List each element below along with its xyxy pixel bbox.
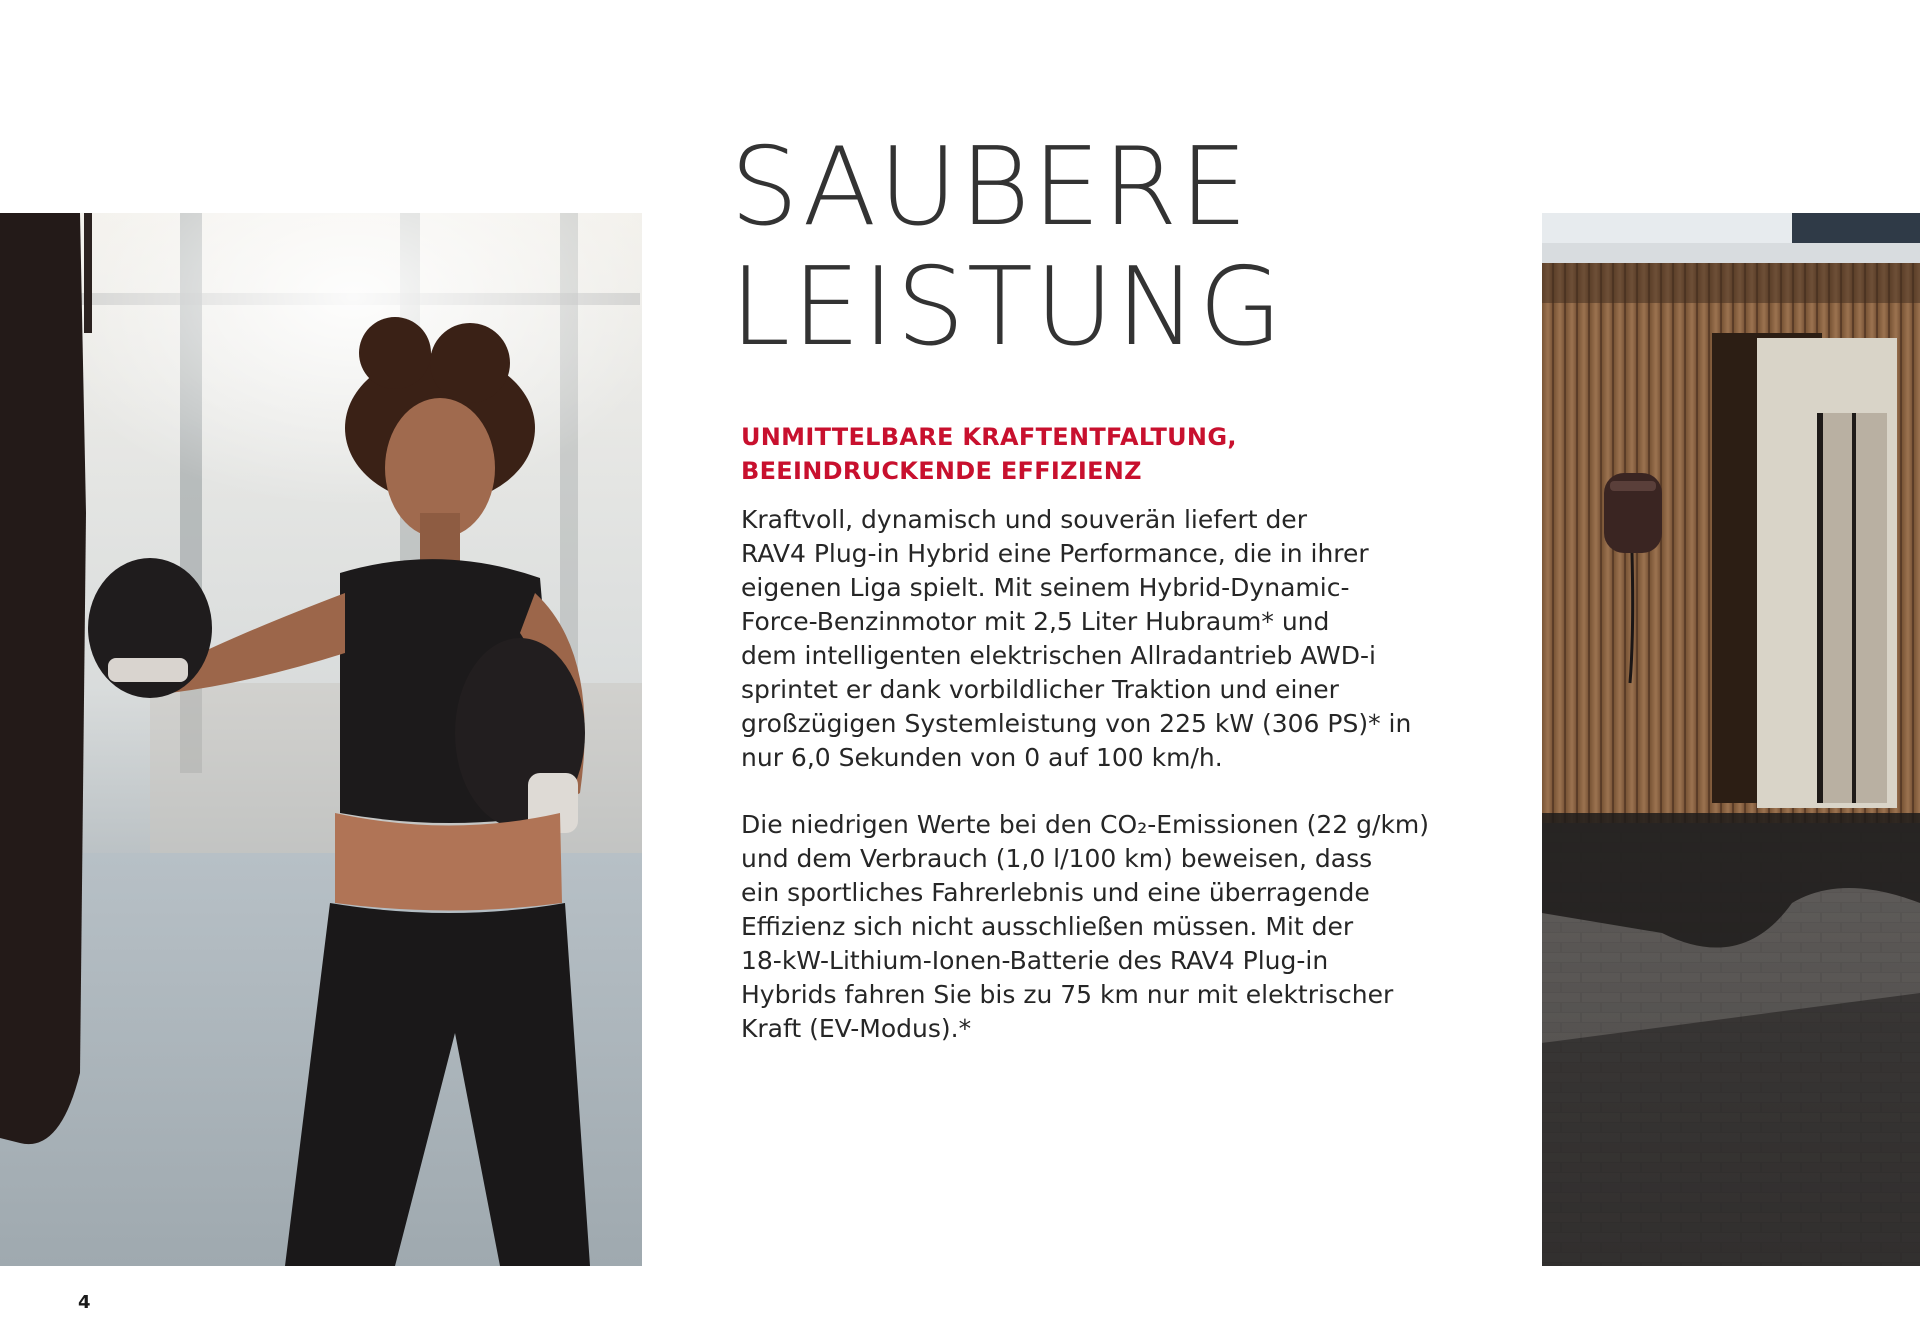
headline-line-1: SAUBERE — [730, 125, 1250, 250]
page-number: 4 — [78, 1292, 91, 1313]
text-line: Kraftvoll, dynamisch und souverän liefert der — [741, 505, 1307, 534]
text-line: großzügigen Systemleistung von 225 kW (306 PS)* in — [741, 709, 1412, 738]
boxer-illustration — [0, 213, 642, 1266]
boxer-photo — [0, 213, 642, 1266]
text-line: ein sportliches Fahrerlebnis und eine überragende — [741, 878, 1370, 907]
body-paragraph-1 — [741, 503, 1501, 775]
subhead-line-2: BEEINDRUCKENDE EFFIZIENZ — [741, 457, 1142, 485]
text-line: RAV4 Plug-in Hybrid eine Performance, die in ihrer — [741, 539, 1369, 568]
text-line: dem intelligenten elektrischen Allradantrieb AWD-i — [741, 641, 1376, 670]
section-subheading — [741, 420, 1501, 488]
house-illustration — [1542, 213, 1920, 1266]
text-line: Effizienz sich nicht ausschließen müssen. Mit der — [741, 912, 1354, 941]
text-line: Die niedrigen Werte bei den CO₂-Emissionen (22 g/km) — [741, 810, 1430, 839]
text-line: Hybrids fahren Sie bis zu 75 km nur mit elektrischer — [741, 980, 1394, 1009]
text-line: Force-Benzinmotor mit 2,5 Liter Hubraum* und — [741, 607, 1330, 636]
text-line: eigenen Liga spielt. Mit seinem Hybrid-Dynamic- — [741, 573, 1350, 602]
page-headline — [730, 125, 1285, 370]
subhead-line-1: UNMITTELBARE KRAFTENTFALTUNG, — [741, 423, 1237, 451]
headline-line-2: LEISTUNG — [730, 245, 1285, 370]
body-paragraph-2 — [741, 808, 1501, 1046]
house-wallbox-photo — [1542, 213, 1920, 1266]
text-line: nur 6,0 Sekunden von 0 auf 100 km/h. — [741, 743, 1223, 772]
text-line: und dem Verbrauch (1,0 l/100 km) beweisen, dass — [741, 844, 1373, 873]
text-line: sprintet er dank vorbildlicher Traktion und einer — [741, 675, 1339, 704]
text-line: 18-kW-Lithium-Ionen-Batterie des RAV4 Plug-in — [741, 946, 1329, 975]
text-line: Kraft (EV-Modus).* — [741, 1014, 972, 1043]
